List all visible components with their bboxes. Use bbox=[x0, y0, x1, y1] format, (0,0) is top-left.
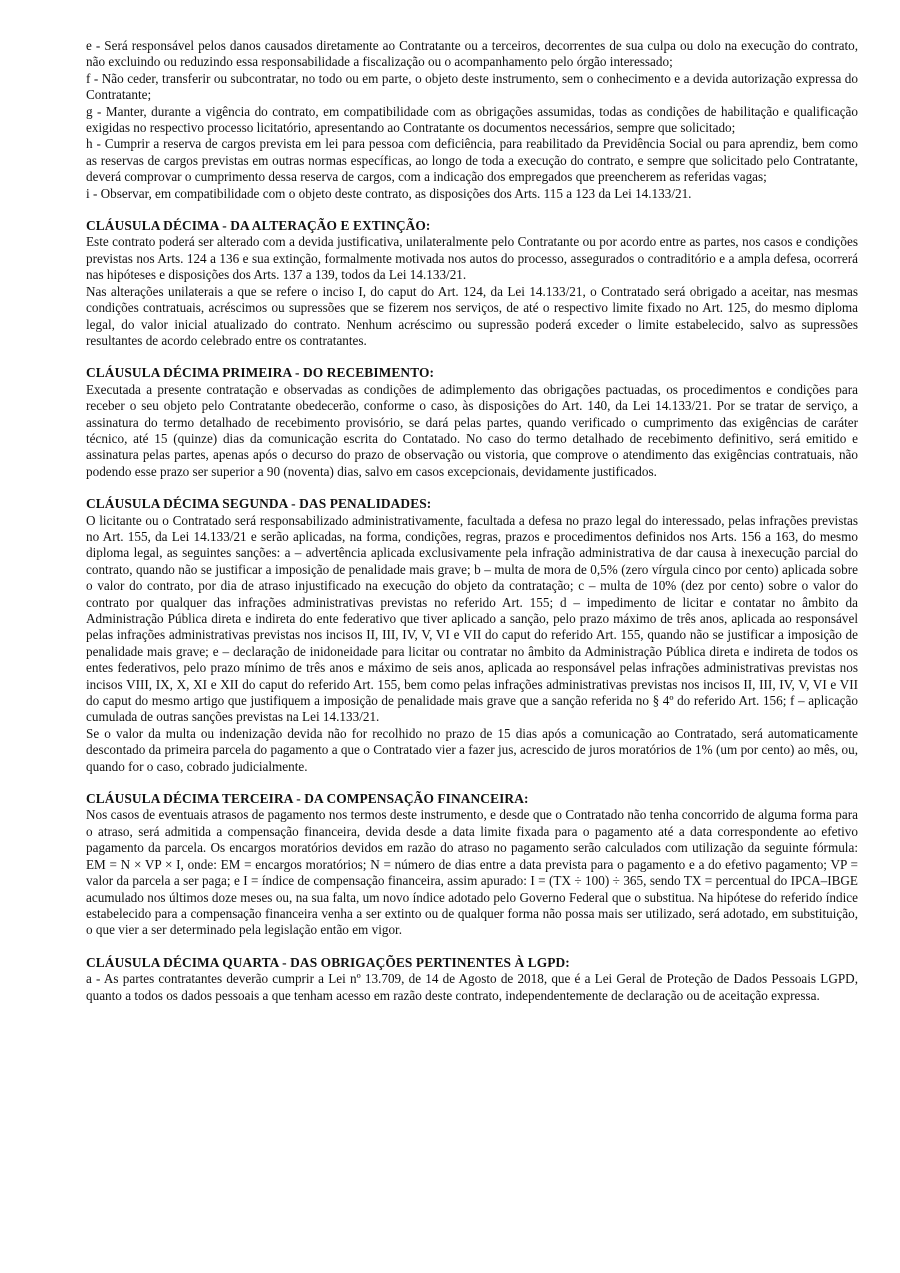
obligation-item-f: f - Não ceder, transferir ou subcontratar, no todo ou em parte, o objeto deste instrumento, sem o conhecimento e a devida autorização expressa do Contratante; bbox=[86, 70, 858, 103]
clausula-decima-quarta-section bbox=[86, 955, 858, 1004]
clausula-decima-terceira-heading: CLÁUSULA DÉCIMA TERCEIRA - DA COMPENSAÇÃO FINANCEIRA: bbox=[86, 791, 529, 807]
clausula-decima-quarta-heading: CLÁUSULA DÉCIMA QUARTA - DAS OBRIGAÇÕES PERTINENTES À LGPD: bbox=[86, 954, 570, 970]
obligations-list bbox=[86, 38, 858, 202]
clausula-decima-terceira-section bbox=[86, 791, 858, 939]
clausula-decima-section bbox=[86, 218, 858, 349]
clausula-decima-paragraph: Nas alterações unilaterais a que se refere o inciso I, do caput do Art. 124, da Lei 14.133/21, o Contratado será obrigado a aceitar, nas mesmas condições contratuais, acréscimos ou supressões que se fizerem nos serviços, de até o respectivo limite fixado no Art. 125, do mesmo diploma legal, do valor inicial atualizado do contrato. Nenhum acréscimo ou supressão poderá exceder o limite estabelecido, salvo as supressões resultantes de acordo celebrado entre os contratantes. bbox=[86, 283, 858, 348]
obligation-item-i: i - Observar, em compatibilidade com o objeto deste contrato, as disposições dos Arts. 115 a 123 da Lei 14.133/21. bbox=[86, 185, 692, 201]
clausula-decima-segunda-section bbox=[86, 496, 858, 775]
clausula-decima-terceira-paragraph: Nos casos de eventuais atrasos de pagamento nos termos deste instrumento, e desde que o Contratado não tenha concorrido de alguma forma para o atraso, será admitida a compensação financeira, devida desde a data limite fixada para o pagamento até a data correspondente ao efetivo pagamento da parcela. Os encargos moratórios devidos em razão do atraso no pagamento serão calculados com utilização da seguinte fórmula: EM = N × VP × I, onde: EM = encargos moratórios; N = número de dias entre a data prevista para o pagamento e a do efetivo pagamento; VP = valor da parcela a ser paga; e I = índice de compensação financeira, assim apurado: I = (TX ÷ 100) ÷ 365, sendo TX = percentual do IPCA–IBGE acumulado nos últimos doze meses ou, na sua falta, um novo índice adotado pelo Governo Federal que o substitua. Na hipótese do referido índice estabelecido para a compensação financeira venha a ser extinto ou de qualquer forma não possa mais ser utilizado, será adotado, em substituição, o que vier a ser determinado pela legislação então em vigor. bbox=[86, 807, 858, 938]
document-page bbox=[86, 38, 858, 1004]
clausula-decima-paragraph: Este contrato poderá ser alterado com a devida justificativa, unilateralmente pelo Contratante ou por acordo entre as partes, nos casos e condições previstas nos Arts. 124 a 136 e sua extinção, formalmente motivada nos autos do processo, assegurados o contraditório e a ampla defesa, ocorrerá nas hipóteses e disposições dos Arts. 137 a 139, todos da Lei 14.133/21. bbox=[86, 234, 858, 283]
clausula-decima-segunda-paragraph: O licitante ou o Contratado será responsabilizado administrativamente, facultada a defesa no prazo legal do interessado, pelas infrações previstas no Art. 155, da Lei 14.133/21 e serão aplicadas, na forma, condições, regras, prazos e procedimentos definidos nos Arts. 156 a 163, do mesmo diploma legal, as seguintes sanções: a – advertência aplicada exclusivamente pela infração administrativa de dar causa à inexecução parcial do contrato, quando não se justificar a imposição de penalidade mais grave; b – multa de mora de 0,5% (zero vírgula cinco por cento) aplicada sobre o valor do contrato, por dia de atraso injustificado na execução do objeto da contratação; c – multa de 10% (dez por cento) sobre o valor do contrato por qualquer das infrações administrativas previstas no referido Art. 155; d – impedimento de licitar e contatar no âmbito da Administração Pública direta e indireta do ente federativo que tiver aplicado a sanção, pelo prazo máximo de três anos, aplicada ao responsável pelas infrações administrativas previstas nos incisos II, III, IV, V, VI e VII do caput do referido Art. 155, quando não se justificar a imposição de penalidade mais grave; e – declaração de inidoneidade para licitar ou contratar no âmbito da Administração Pública direta e indireta de todos os entes federativos, pelo prazo mínimo de três anos e máximo de seis anos, aplicada ao responsável pelas infrações administrativas previstas nos incisos VIII, IX, X, XI e XII do caput do referido Art. 155, bem como pelas infrações administrativas previstas nos incisos II, III, IV, V, VI e VII do caput do mesmo artigo que justifiquem a imposição de penalidade mais grave que a sanção referida no § 4º do referido Art. 156; f – aplicação cumulada de outras sanções previstas na Lei 14.133/21. bbox=[86, 512, 858, 725]
clausula-decima-heading: CLÁUSULA DÉCIMA - DA ALTERAÇÃO E EXTINÇÃO: bbox=[86, 218, 431, 234]
clausula-decima-primeira-paragraph: Executada a presente contratação e observadas as condições de adimplemento das obrigações pactuadas, os procedimentos e condições para receber o seu objeto pelo Contratante obedecerão, conforme o caso, às disposições do Art. 140, da Lei 14.133/21. Por se tratar de serviço, a assinatura do termo detalhado de recebimento provisório, se dará pelas partes, quando verificado o cumprimento das exigências de caráter técnico, até 15 (quinze) dias da comunicação escrita do Contatado. No caso do termo detalhado de recebimento definitivo, será emitido e assinatura pelas partes, apenas após o decurso do prazo de observação ou vistoria, que comprove o atendimento das exigências contratuais, não podendo esse prazo ser superior a 90 (noventa) dias, salvo em casos excepcionais, devidamente justificados. bbox=[86, 381, 858, 479]
obligation-item-h: h - Cumprir a reserva de cargos prevista em lei para pessoa com deficiência, para reabilitado da Previdência Social ou para aprendiz, bem como as reservas de cargos previstas em outras normas específicas, ao longo de toda a execução do contrato, e sempre que solicitado pelo Contratante, deverá comprovar o cumprimento dessa reserva de cargos, com a indicação dos empregados que preencherem as referidas vagas; bbox=[86, 136, 858, 185]
clausula-decima-primeira-heading: CLÁUSULA DÉCIMA PRIMEIRA - DO RECEBIMENTO: bbox=[86, 365, 435, 381]
clausula-decima-quarta-paragraph: a - As partes contratantes deverão cumprir a Lei nº 13.709, de 14 de Agosto de 2018, que é a Lei Geral de Proteção de Dados Pessoais LGPD, quanto a todos os dados pessoais a que tenham acesso em razão deste contrato, independentemente de declaração ou de aceitação expressa. bbox=[86, 971, 858, 1003]
obligation-item-e: e - Será responsável pelos danos causados diretamente ao Contratante ou a terceiros, decorrentes de sua culpa ou dolo na execução do contrato, não excluindo ou reduzindo essa responsabilidade a fiscalização ou o acompanhamento pelo órgão interessado; bbox=[86, 38, 858, 70]
obligation-item-g: g - Manter, durante a vigência do contrato, em compatibilidade com as obrigações assumidas, todas as condições de habilitação e qualificação exigidas no respectivo processo licitatório, apresentando ao Contratante os documentos necessários, sempre que solicitado; bbox=[86, 103, 858, 136]
clausula-decima-segunda-paragraph: Se o valor da multa ou indenização devida não for recolhido no prazo de 15 dias após a comunicação ao Contratado, será automaticamente descontado da primeira parcela do pagamento a que o Contratado vier a fazer jus, acrescido de juros moratórios de 1% (um por cento) ao mês, ou, quando for o caso, cobrado judicialmente. bbox=[86, 725, 858, 774]
clausula-decima-segunda-heading: CLÁUSULA DÉCIMA SEGUNDA - DAS PENALIDADES: bbox=[86, 496, 432, 512]
clausula-decima-primeira-section bbox=[86, 365, 858, 480]
